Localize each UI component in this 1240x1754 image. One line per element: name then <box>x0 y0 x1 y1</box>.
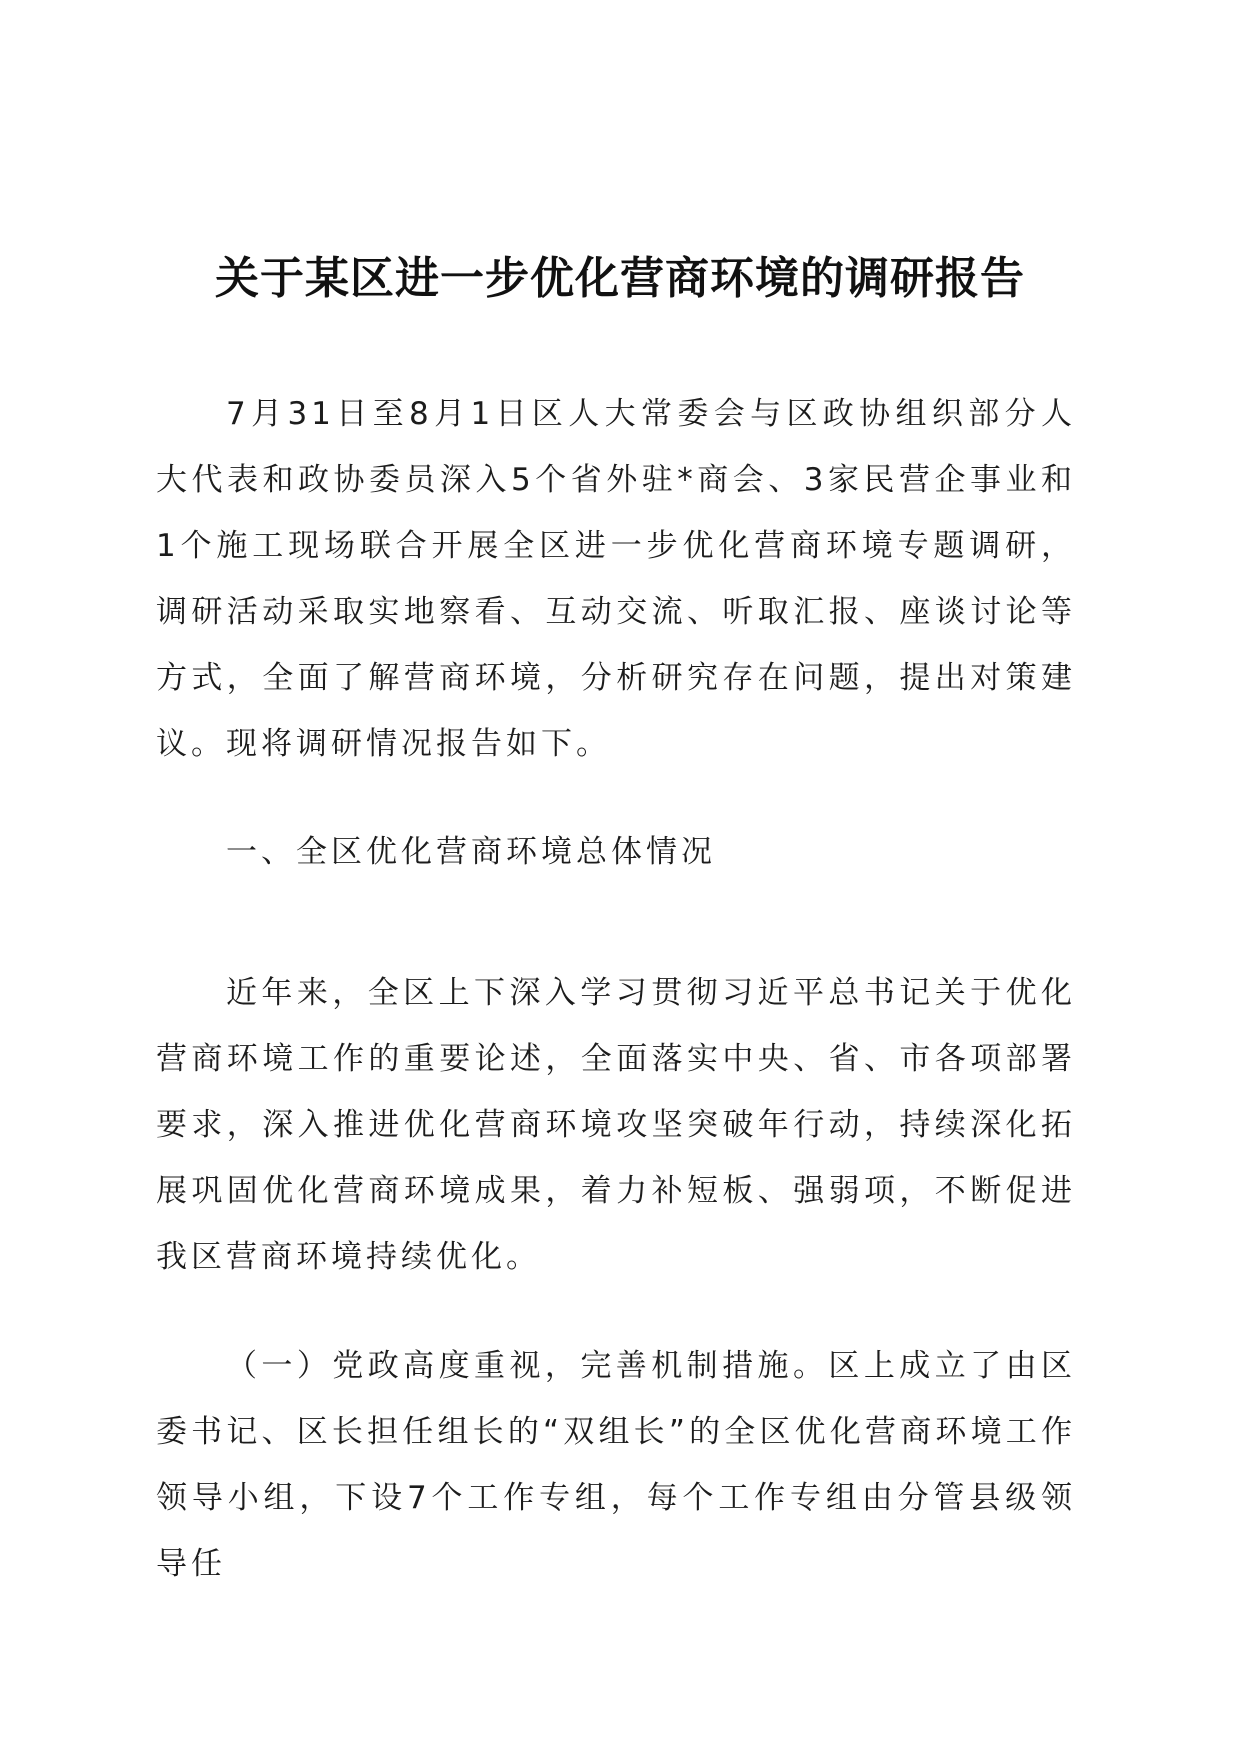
section-heading: 一、全区优化营商环境总体情况 <box>226 834 716 870</box>
body-paragraph: （一）党政高度重视，完善机制措施。区上成立了由区委书记、区长担任组长的“双组长”的全区优化营商环境工作领导小组，下设7个工作专组，每个工作专组由分管县级领导任 <box>156 1348 1076 1582</box>
document-title: 关于某区进一步优化营商环境的调研报告 <box>215 253 1025 305</box>
intro-paragraph: 7月31日至8月1日区人大常委会与区政协组织部分人大代表和政协委员深入5个省外驻*商会、3家民营企事业和1个施工现场联合开展全区进一步优化营商环境专题调研，调研活动采取实地察看、互动交流、听取汇报、座谈讨论等方式，全面了解营商环境，分析研究存在问题，提出对策建议。现将调研情况报告如下。 <box>156 396 1076 762</box>
body-paragraph: 近年来，全区上下深入学习贯彻习近平总书记关于优化营商环境工作的重要论述，全面落实中央、省、市各项部署要求，深入推进优化营商环境攻坚突破年行动，持续深化拓展巩固优化营商环境成果，着力补短板、强弱项，不断促进我区营商环境持续优化。 <box>156 975 1076 1275</box>
